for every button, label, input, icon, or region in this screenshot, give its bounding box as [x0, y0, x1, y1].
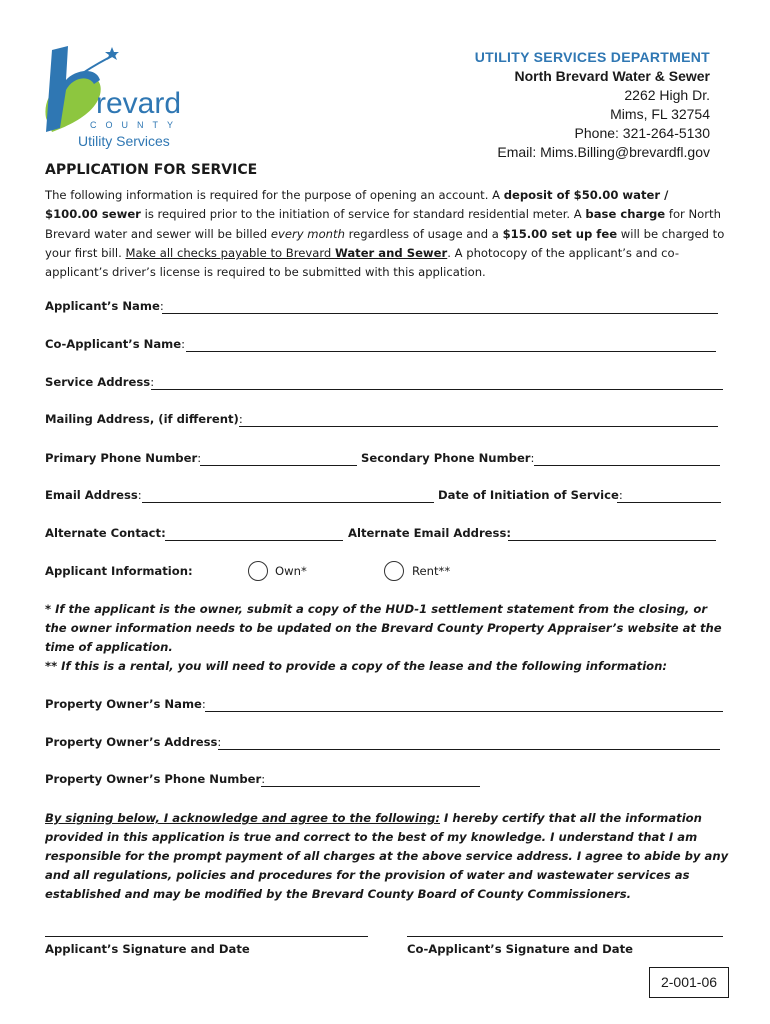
own-radio[interactable]	[248, 561, 268, 581]
applicant-information-label: Applicant Information:	[45, 564, 193, 578]
department-phone: Phone: 321-264-5130	[574, 125, 710, 141]
intro-paragraph: The following information is required for the purpose of opening an account. A deposit of $50.00 water / $100.00 sewer is required prior to the initiation of service for standard residential meter. A base charge for North Brevard water and sewer will be billed every month regardless of usage and a $15.00 set up fee will be charged to your first bill. Make all checks payable to Brevard Water and Sewer. A photocopy of the applicant’s and co-applicant’s driver’s license is required to be submitted with this application.	[45, 188, 725, 280]
own-radio-label: Own*	[275, 564, 307, 578]
department-contact-block	[475, 48, 710, 162]
form-title: APPLICATION FOR SERVICE	[45, 162, 258, 178]
property-owner-address-label: Property Owner’s Address:	[45, 735, 222, 749]
property-owner-name-label: Property Owner’s Name:	[45, 697, 206, 711]
primary-phone-field[interactable]	[200, 465, 357, 466]
alternate-email-label: Alternate Email Address:	[348, 526, 511, 540]
property-owner-phone-label: Property Owner’s Phone Number:	[45, 772, 266, 786]
rent-radio[interactable]	[384, 561, 404, 581]
email-address-label: Email Address:	[45, 488, 142, 502]
agreement-lead: By signing below, I acknowledge and agree to the following:	[45, 811, 441, 825]
rent-radio-label: Rent**	[412, 564, 451, 578]
service-address-field[interactable]	[151, 389, 723, 390]
co-applicant-signature-label: Co-Applicant’s Signature and Date	[407, 942, 634, 956]
logo-county: COUNTY	[90, 120, 182, 130]
department-title: UTILITY SERVICES DEPARTMENT	[474, 49, 710, 65]
alternate-contact-label: Alternate Contact:	[45, 526, 166, 540]
department-address-line2: Mims, FL 32754	[610, 106, 710, 122]
applicant-name-field[interactable]	[162, 313, 718, 314]
service-address-label: Service Address:	[45, 375, 155, 389]
logo-wordmark: revard	[96, 87, 182, 120]
date-of-initiation-label: Date of Initiation of Service:	[438, 488, 623, 502]
property-owner-name-field[interactable]	[205, 711, 723, 712]
co-applicant-name-field[interactable]	[186, 351, 716, 352]
alternate-email-field[interactable]	[508, 540, 716, 541]
department-subtitle: North Brevard Water & Sewer	[514, 68, 710, 84]
mailing-address-label: Mailing Address, (if different):	[45, 412, 243, 426]
applicant-name-label: Applicant’s Name:	[45, 299, 164, 313]
department-address-line1: 2262 High Dr.	[624, 87, 710, 103]
logo-utility-services: Utility Services	[78, 133, 170, 149]
applicant-signature-field[interactable]	[45, 936, 368, 937]
applicant-signature-label: Applicant’s Signature and Date	[45, 942, 250, 956]
email-address-field[interactable]	[142, 502, 434, 503]
agreement-paragraph: By signing below, I acknowledge and agree to the following: I hereby certify that all the information provided in this application is true and correct to the best of my knowledge. I understand that I am responsible for the prompt payment of all charges at the above service address. I agree to abide by any and all regulations, policies and procedures for the provision of water and wastewater services as established and may be modified by the Brevard County Board of County Commissioners.	[45, 811, 729, 901]
rental-note: ** If this is a rental, you will need to provide a copy of the lease and the following information:	[45, 659, 668, 673]
form-number-box: 2-001-06	[649, 967, 729, 998]
co-applicant-name-label: Co-Applicant’s Name:	[45, 337, 186, 351]
brevard-county-logo	[38, 40, 198, 152]
property-owner-phone-field[interactable]	[261, 786, 480, 787]
secondary-phone-field[interactable]	[534, 465, 720, 466]
department-email: Email: Mims.Billing@brevardfl.gov	[497, 144, 710, 160]
property-owner-address-field[interactable]	[218, 749, 720, 750]
primary-phone-label: Primary Phone Number:	[45, 451, 202, 465]
alternate-contact-field[interactable]	[165, 540, 343, 541]
co-applicant-signature-field[interactable]	[407, 936, 723, 937]
date-of-initiation-field[interactable]	[617, 502, 721, 503]
owner-note: * If the applicant is the owner, submit a copy of the HUD-1 settlement statement from the closing, or the owner information needs to be updated on the Brevard County Property Appraiser’s website at the time of application.	[45, 602, 722, 654]
mailing-address-field[interactable]	[239, 426, 718, 427]
secondary-phone-label: Secondary Phone Number:	[361, 451, 535, 465]
